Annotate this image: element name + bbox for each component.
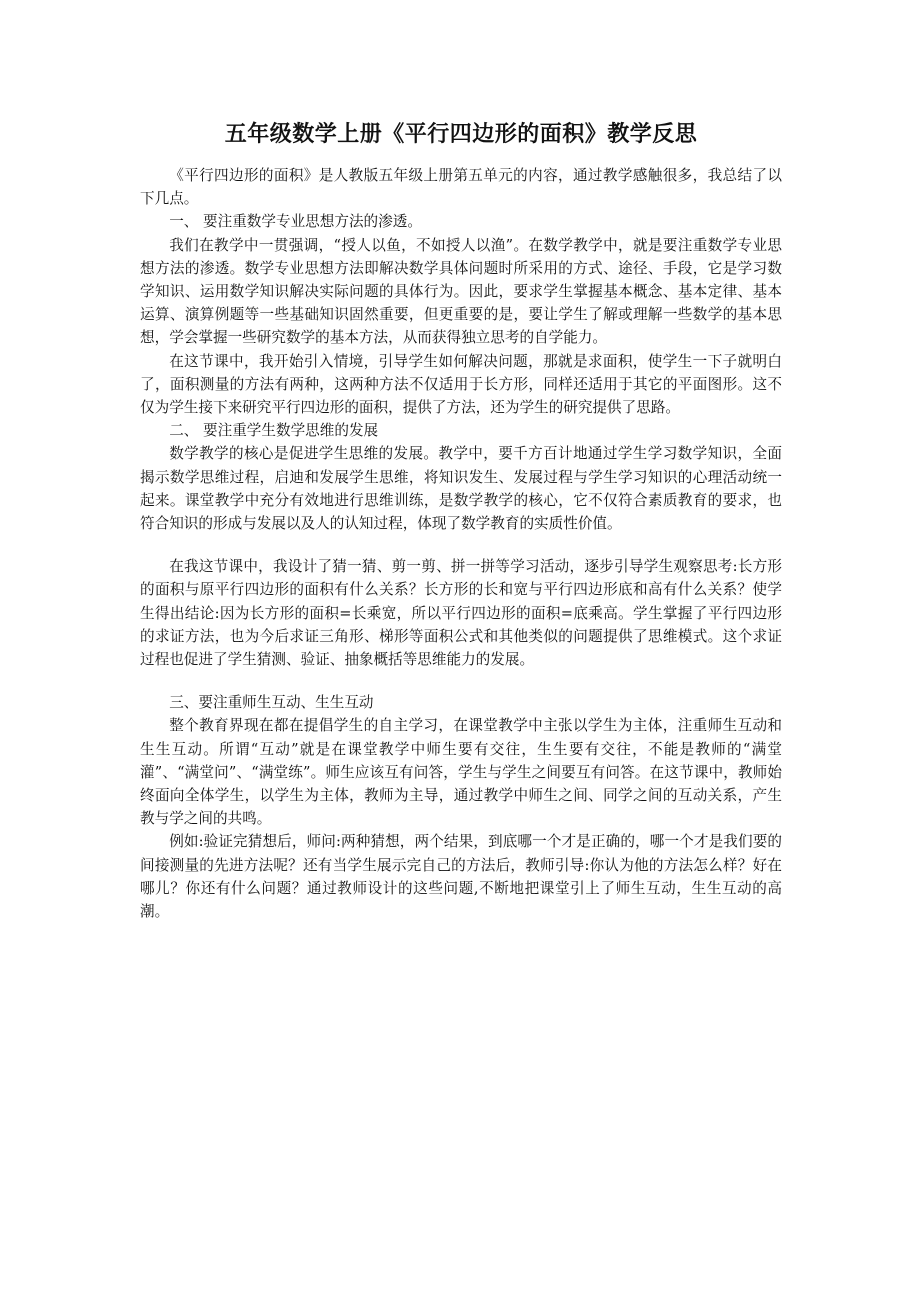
body-paragraph: 在我这节课中，我设计了猜一猜、剪一剪、拼一拼等学习活动，逐步引导学生观察思考:长方形的面积与原平行四边形的面积有什么关系？长方形的长和宽与平行四边形底和高有什么关系？使学生得出结论:因为长方形的面积=长乘宽，所以平行四边形的面积=底乘高。学生掌握了平行四边形的求证方法，也为今后求证三角形、梯形等面积公式和其他类似的问题提供了思维模式。这个求证过程也促进了学生猜测、验证、抽象概括等思维能力的发展。 bbox=[140, 558, 782, 669]
intro-paragraph: 《平行四边形的面积》是人教版五年级上册第五单元的内容，通过教学感触很多，我总结了以下几点。 bbox=[140, 167, 782, 208]
section-heading-1: 一、 要注重数学专业思想方法的渗透。 bbox=[169, 213, 422, 231]
document-page bbox=[140, 118, 782, 923]
document-title: 五年级数学上册《平行四边形的面积》教学反思 bbox=[224, 121, 698, 147]
section-heading-2: 二、 要注重学生数学思维的发展 bbox=[169, 422, 379, 440]
body-paragraph: 在这节课中，我开始引入情境，引导学生如何解决问题，那就是求面积，使学生一下子就明白了，面积测量的方法有两种，这两种方法不仅适用于长方形，同样还适用于其它的平面图形。这不仅为学生接下来研究平行四边形的面积，提供了方法，还为学生的研究提供了思路。 bbox=[140, 352, 782, 417]
body-paragraph: 数学教学的核心是促进学生思维的发展。教学中，要千方百计地通过学生学习数学知识，全面揭示数学思维过程，启迪和发展学生思维，将知识发生、发展过程与学生学习知识的心理活动统一起来。课堂教学中充分有效地进行思维训练，是数学教学的核心，它不仅符合素质教育的要求，也符合知识的形成与发展以及人的认知过程，体现了数学教育的实质性价值。 bbox=[140, 445, 782, 533]
body-paragraph: 例如:验证完猜想后，师问:两种猜想，两个结果，到底哪一个才是正确的，哪一个才是我们要的间接测量的先进方法呢？还有当学生展示完自己的方法后，教师引导:你认为他的方法怎么样？好在哪儿？你还有什么问题？通过教师设计的这些问题,不断地把课堂引上了师生互动，生生互动的高潮。 bbox=[140, 833, 782, 921]
paragraph-gap bbox=[140, 535, 782, 555]
body-paragraph: 我们在教学中一贯强调，“授人以鱼，不如授人以渔”。在数学教学中，就是要注重数学专业思想方法的渗透。数学专业思想方法即解决数学具体问题时所采用的方式、途径、手段，它是学习数学知识、运用数学知识解决实际问题的具体行为。因此，要求学生掌握基本概念、基本定律、基本运算、演算例题等一些基础知识固然重要，但更重要的是，要让学生了解或理解一些数学的基本思想，学会掌握一些研究数学的基本方法，从而获得独立思考的自学能力。 bbox=[140, 236, 782, 347]
paragraph-gap bbox=[140, 671, 782, 691]
body-paragraph: 整个教育界现在都在提倡学生的自主学习，在课堂教学中主张以学生为主体，注重师生互动和生生互动。所谓“互动”就是在课堂教学中师生要有交往，生生要有交往，不能是教师的“满堂灌”、“满堂问”、“满堂练”。师生应该互有问答，学生与学生之间要互有问答。在这节课中，教师始终面向全体学生，以学生为主体，教师为主导，通过教学中师生之间、同学之间的互动关系，产生教与学之间的共鸣。 bbox=[140, 717, 782, 828]
section-heading-3: 三、要注重师生互动、生生互动 bbox=[169, 694, 374, 712]
